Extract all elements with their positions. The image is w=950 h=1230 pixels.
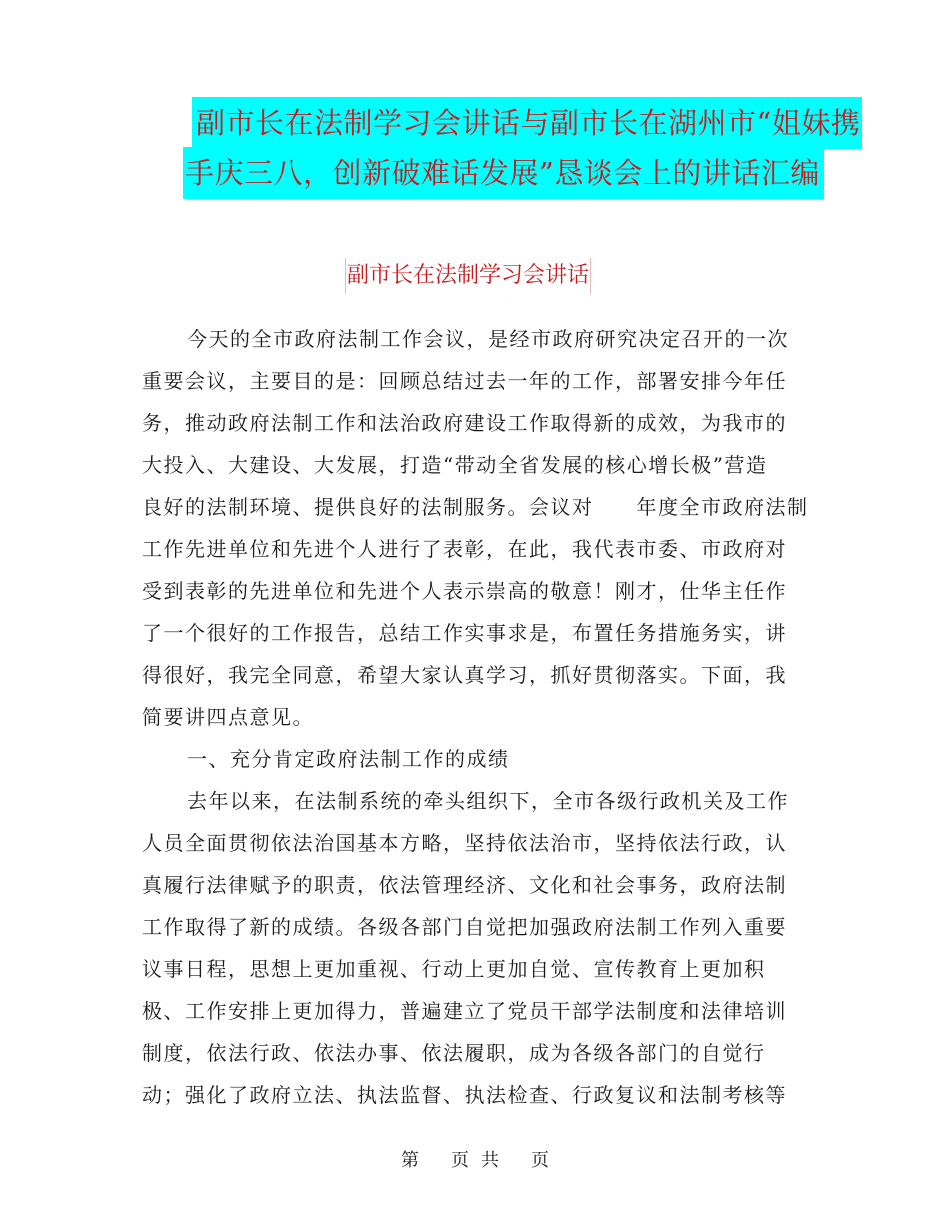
document-title-line-2: 手庆三八，创新破难话发展”恳谈会上的讲话汇编 — [183, 147, 824, 199]
paragraph-line: 简要讲四点意见。 — [142, 705, 314, 729]
footer-page-prefix: 第 — [401, 1150, 419, 1171]
footer-page-suffix: 页 — [451, 1150, 469, 1171]
paragraph-line: 务，推动政府法制工作和法治政府建设工作取得新的成效，为我市的 — [142, 411, 787, 435]
paragraph-line: 了一个很好的工作报告，总结工作实事求是，布置任务措施务实，讲 — [142, 621, 787, 645]
paragraph-line: 受到表彰的先进单位和先进个人表示崇高的敬意！刚才，仕华主任作 — [142, 579, 787, 603]
paragraph-line: 得很好，我完全同意，希望大家认真学习，抓好贯彻落实。下面，我 — [142, 663, 787, 687]
paragraph-line: 议事日程，思想上更加重视、行动上更加自觉、宣传教育上更加积 — [142, 957, 766, 981]
page-footer — [0, 1146, 950, 1176]
body-text — [142, 318, 809, 1116]
footer-total-suffix: 页 — [531, 1150, 549, 1171]
paragraph-line: 良好的法制环境、提供良好的法制服务。会议对 年度全市政府法制 — [142, 495, 809, 519]
paragraph-line: 工作先进单位和先进个人进行了表彰，在此，我代表市委、市政府对 — [142, 537, 787, 561]
paragraph-line: 真履行法律赋予的职责，依法管理经济、文化和社会事务，政府法制 — [142, 873, 787, 897]
paragraph-line: 人员全面贯彻依法治国基本方略，坚持依法治市，坚持依法行政，认 — [142, 831, 787, 855]
document-title-line-1: 副市长在法制学习会讲话与副市长在湖州市“姐妹携 — [192, 97, 862, 149]
paragraph-line: 大投入、大建设、大发展，打造“带动全省发展的核心增长极”营造 — [142, 453, 768, 477]
paragraph-line: 动；强化了政府立法、执法监督、执法检查、行政复议和法制考核等 — [142, 1083, 787, 1107]
paragraph-line: 今天的全市政府法制工作会议，是经市政府研究决定召开的一次 — [187, 327, 789, 351]
section-heading: 一、充分肯定政府法制工作的成绩 — [187, 747, 510, 771]
paragraph-line: 工作取得了新的成绩。各级各部门自觉把加强政府法制工作列入重要 — [142, 915, 787, 939]
paragraph-line: 去年以来，在法制系统的牵头组织下，全市各级行政机关及工作 — [187, 789, 789, 813]
footer-total-prefix: 共 — [481, 1150, 499, 1171]
section-subtitle: 副市长在法制学习会讲话 — [345, 258, 591, 294]
paragraph-line: 重要会议，主要目的是：回顾总结过去一年的工作，部署安排今年任 — [142, 369, 787, 393]
paragraph-line: 制度，依法行政、依法办事、依法履职，成为各级各部门的自觉行 — [142, 1041, 766, 1065]
paragraph-line: 极、工作安排上更加得力，普遍建立了党员干部学法制度和法律培训 — [142, 999, 787, 1023]
